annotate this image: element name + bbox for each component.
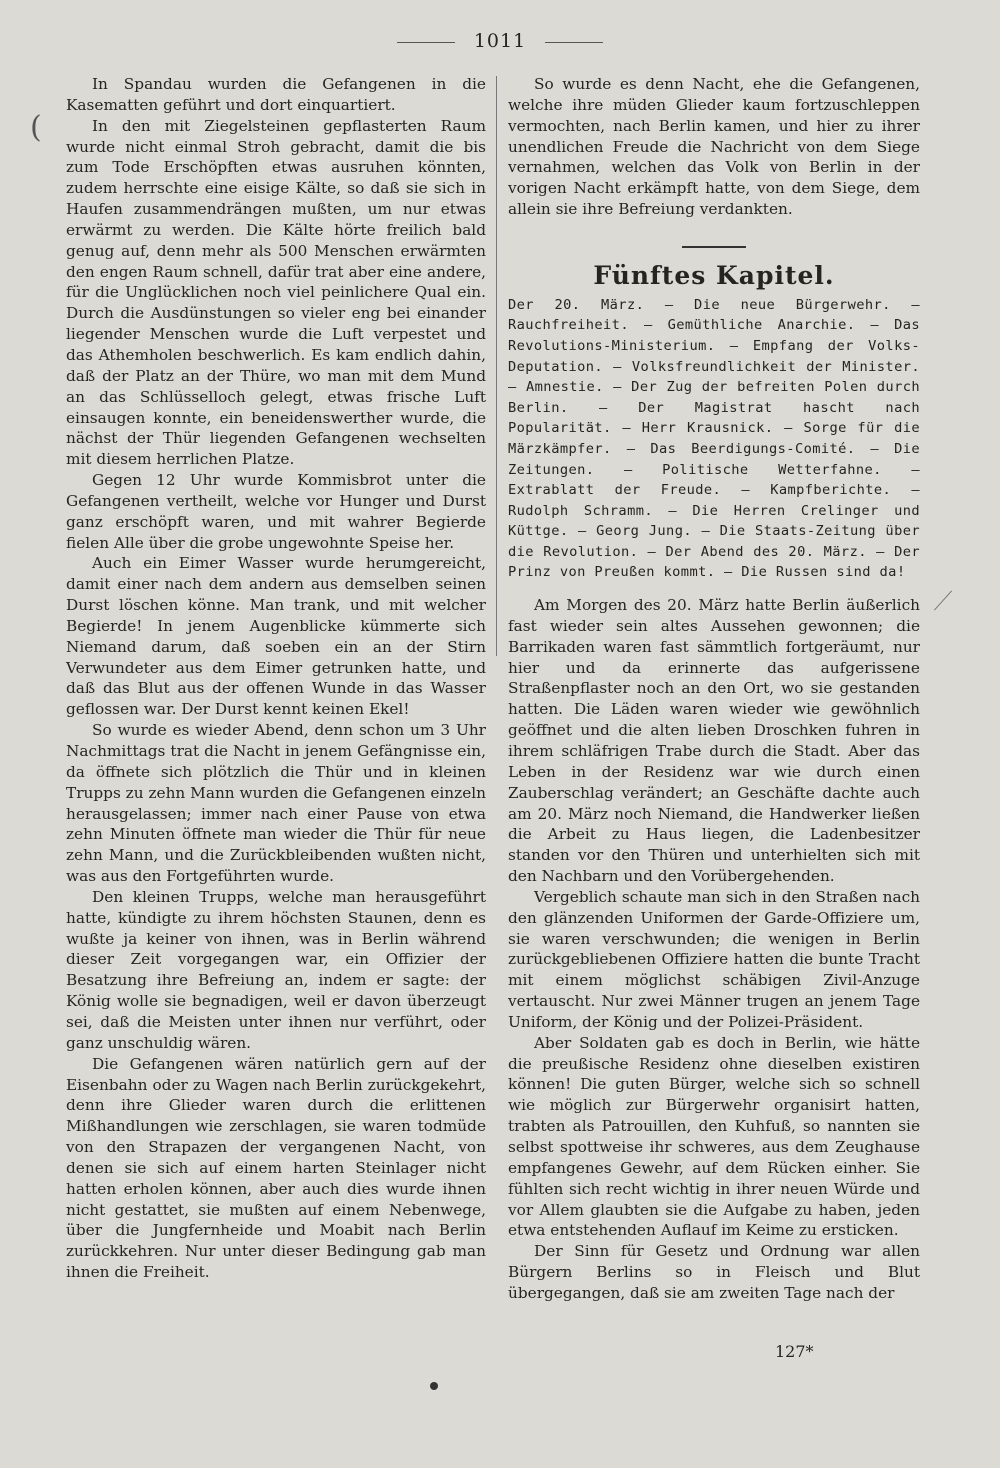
paragraph: Die Gefangenen wären natürlich gern auf der Eisenbahn oder zu Wagen nach Berlin zurückgekehrt, denn ihre Glieder waren durch die erlittenen Mißhandlungen wie zerschlagen, sie waren todmüde von den Strapazen der vergangenen Nacht, von denen sie sich auf einem harten Steinlager nicht hatten erholen können, aber auch dies wurde ihnen nicht gestattet, sie mußten auf einem Nebenwege, über die Jungfernheide und Moabit nach Berlin zurückkehren. Nur unter dieser Bedingung gab man ihnen die Freiheit. bbox=[66, 1054, 486, 1282]
paragraph: Vergeblich schaute man sich in den Straßen nach den glänzenden Uniformen der Garde-Offiziere um, sie waren verschwunden; die wenigen in Berlin zurückgebliebenen Offiziere hatten die bunte Tracht mit einem möglichst schäbigen Zivil-Anzuge vertauscht. Nur zwei Männer trugen an jenem Tage Uniform, der König und der Polizei-Präsident. bbox=[508, 887, 920, 1031]
pencil-mark bbox=[934, 591, 952, 611]
paragraph: Gegen 12 Uhr wurde Kommisbrot unter die Gefangenen vertheilt, welche vor Hunger und Durst ganz erschöpft waren, und mit wahrer Begierde fielen Alle über die grobe ungewohnte Speise her. bbox=[66, 471, 486, 552]
paragraph: Den kleinen Trupps, welche man herausgeführt hatte, kündigte zu ihrem höchsten Staunen, denn es wußte ja keiner von ihnen, was in Berlin während dieser Zeit vorgegangen war, ein Offizier der Besatzung ihre Befreiung an, indem er sagte: der König wolle sie begnadigen, weil er davon überzeugt sei, daß die Meisten unter ihnen nur verführt, oder ganz unschuldig wären. bbox=[66, 887, 486, 1052]
section-rule bbox=[682, 246, 746, 248]
paragraph: Auch ein Eimer Wasser wurde herumgereicht, damit einer nach dem andern aus demselben seinen Durst löschen könne. Man trank, und mit welcher Begierde! In jenem Augenblicke kümmerte sich Niemand darum, daß soeben ein an der Stirn Verwundeter aus dem Eimer getrunken hatte, und daß das Blut aus der offenen Wunde in das Wasser geflossen war. Der Durst kennt keinen Ekel! bbox=[66, 554, 486, 719]
paragraph: So wurde es denn Nacht, ehe die Gefangenen, welche ihre müden Glieder kaum fortzuschleppen vermochten, nach Berlin kamen, und hier zu ihrer unendlichen Freude die Nachricht von dem Siege vernahmen, welchen das Volk von Berlin in der vorigen Nacht erkämpft hatte, von dem Siege, dem allein sie ihre Befreiung verdankten. bbox=[508, 75, 920, 219]
paragraph: So wurde es wieder Abend, denn schon um 3 Uhr Nachmittags trat die Nacht in jenem Gefängnisse ein, da öffnete sich plötzlich die Thür und in kleinen Trupps zu zehn Mann wurden die Gefangenen einzeln herausgelassen; immer nach einer Pause von etwa zehn Minuten öffnete man wieder die Thür für neue zehn Mann, und die Zurückbleibenden wußten nicht, was aus den Fortgeführten wurde. bbox=[66, 721, 486, 886]
paragraph: Am Morgen des 20. März hatte Berlin äußerlich fast wieder sein altes Aussehen gewonnen; die Barrikaden waren fast sämmtlich fortgeräumt, nur hier und da erinnerte das aufgerissene Straßenpflaster noch an den Ort, wo sie gestanden hatten. Die Läden waren wieder wie gewöhnlich geöffnet und die alten lieben Droschken fuhren in ihrem schläfrigen Trabe durch die Stadt. Aber das Leben in der Residenz war wie durch einen Zauberschlag verändert; an Geschäfte dachte auch am 20. März noch Niemand, die Handwerker ließen die Arbeit zu Haus liegen, die Ladenbesitzer standen vor den Thüren und unterhielten sich mit den Nachbarn und den Vorübergehenden. bbox=[508, 596, 920, 886]
ink-dot bbox=[430, 1382, 438, 1390]
column-divider bbox=[496, 76, 497, 656]
left-column bbox=[66, 74, 486, 1283]
margin-bracket-mark: ( bbox=[30, 110, 42, 145]
chapter-title: Fünftes Kapitel. bbox=[593, 260, 835, 290]
sheet-signature: 127* bbox=[775, 1342, 814, 1361]
page-number: 1011 bbox=[473, 30, 527, 52]
paragraph: Aber Soldaten gab es doch in Berlin, wie hätte die preußische Residenz ohne dieselben existiren können! Die guten Bürger, welche sich so schnell wie möglich zur Bürgerwehr organisirt hatten, trabten als Patrouillen, den Kuhfuß, so nannten sie selbst spottweise ihr schweres, aus dem Zeughause empfangenes Gewehr, auf dem Rücken einher. Sie fühlten sich recht wichtig in ihrer neuen Würde und vor Allem glaubten sie die Aufgabe zu haben, jeden etwa entstehenden Auflauf im Keime zu ersticken. bbox=[508, 1033, 920, 1240]
header-rule-right bbox=[545, 42, 603, 43]
header-rule-left bbox=[397, 42, 455, 43]
right-column bbox=[508, 74, 920, 1304]
paragraph: Der Sinn für Gesetz und Ordnung war allen Bürgern Berlins so in Fleisch und Blut übergegangen, daß sie am zweiten Tage nach der bbox=[508, 1242, 920, 1302]
page-header bbox=[0, 30, 1000, 52]
chapter-summary: Der 20. März. — Die neue Bürgerwehr. — Rauchfreiheit. — Gemüthliche Anarchie. — Das Revolutions-Ministerium. — Empfang der Volks-Deputation. — Volksfreundlichkeit der Minister. — Amnestie. — Der Zug der befreiten Polen durch Berlin. — Der Magistrat hascht nach Popularität. — Herr Krausnick. — Sorge für die Märzkämpfer. — Das Beerdigungs-Comité. — Die Zeitungen. — Politische Wetterfahne. — Extrablatt der Freude. — Kampfberichte. — Rudolph Schramm. — Die Herren Crelinger und Küttge. — Georg Jung. — Die Staats-Zeitung über die Revolution. — Der Abend des 20. März. — Der Prinz von Preußen kommt. — Die Russen sind da! bbox=[508, 296, 920, 581]
paragraph: In den mit Ziegelsteinen gepflasterten Raum wurde nicht einmal Stroh gebracht, damit die bis zum Tode Erschöpften etwas ausruhen könnten, zudem herrschte eine eisige Kälte, so daß sie sich in Haufen zusammendrängen mußten, um nur etwas erwärmt zu werden. Die Kälte hörte freilich bald genug auf, denn mehr als 500 Menschen erwärmten den engen Raum schnell, dafür trat aber eine andere, für die Unglücklichen noch viel peinlichere Qual ein. Durch die Ausdünstungen so vieler eng bei einander liegender Menschen wurde die Luft verpestet und das Athemholen beschwerlich. Es kam endlich dahin, daß der Platz an der Thüre, wo man mit dem Mund an das Schlüsselloch gelegt, etwas frische Luft einsaugen konnte, ein beneidenswerther wurde, die nächst der Thür liegenden Gefangenen wechselten mit diesem herrlichen Platze. bbox=[66, 116, 486, 469]
paragraph: In Spandau wurden die Gefangenen in die Kasematten geführt und dort einquartiert. bbox=[66, 75, 486, 114]
